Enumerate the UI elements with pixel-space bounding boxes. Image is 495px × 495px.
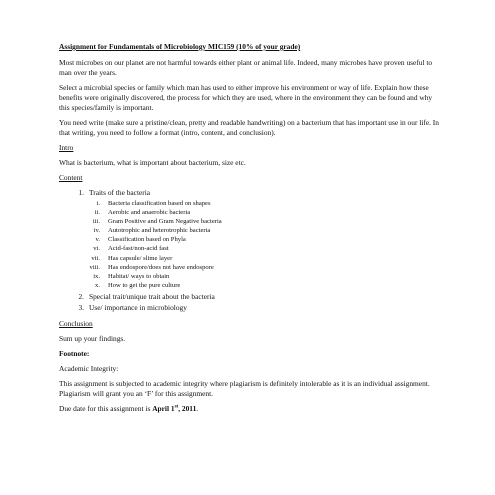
sublist-item-label: Acid-fast/non-acid fast xyxy=(108,245,169,253)
list-item-label: Traits of the bacteria xyxy=(89,188,151,197)
roman-numeral: v. xyxy=(95,236,100,244)
due-date-year: , 2011 xyxy=(178,403,197,413)
sublist-item xyxy=(59,208,441,217)
sublist-item xyxy=(59,226,441,235)
roman-numeral: x. xyxy=(95,281,100,289)
sublist-item xyxy=(59,217,441,226)
due-date-month: April 1 xyxy=(152,403,175,413)
conclusion-heading: Conclusion xyxy=(59,318,93,328)
roman-numeral: i. xyxy=(96,200,100,207)
sublist-item-label: Gram Positive and Gram Negative bacteria xyxy=(108,218,222,226)
roman-numeral: iii. xyxy=(92,218,100,226)
footnote-heading: Footnote: xyxy=(59,348,90,358)
list-item-label: Use/ importance in microbiology xyxy=(89,302,187,312)
sublist-item xyxy=(59,235,441,244)
sublist-item-label: How to get the pure culture xyxy=(108,281,181,289)
sublist-item-label: Aerobic and anaerobic bacteria xyxy=(108,209,191,217)
paragraph-intro-microbes: Most microbes on our planet are not harmful towards either plant or animal life. Indeed, many microbes have proven useful to man over the years. xyxy=(59,58,433,77)
sublist-item-label: Classification based on Phyla xyxy=(108,236,186,244)
paragraph-task: Select a microbial species or family which man has used to either improve his environment or way of life. Explain how these benefits were originally discovered, the process for which they are used, where in the environment they can be found and why this species/family is important. xyxy=(59,83,433,112)
roman-numeral: ii. xyxy=(94,209,100,217)
academic-integrity-text: This assignment is subjected to academic integrity where plagiarism is definitely intolerable as it is an individual assignment. Plagiarism will grant you an ‘F’ for this assignment. xyxy=(59,378,430,398)
sublist-item xyxy=(59,272,441,281)
sublist-item xyxy=(59,254,441,263)
paragraph-format: You need write (make sure a pristine/clean, pretty and readable handwriting) on a bacterium that has important use in our life. In that writing, you need to follow a format (intro, content, and conclusion). xyxy=(59,118,439,137)
assignment-document xyxy=(59,42,441,419)
content-item xyxy=(59,303,441,313)
sublist-item-label: Has endospore/does not have endospore xyxy=(108,263,214,271)
content-heading: Content xyxy=(59,173,83,182)
roman-numeral: vi. xyxy=(93,245,100,253)
sublist-item xyxy=(59,199,441,208)
sublist-item xyxy=(59,281,441,290)
content-item xyxy=(59,292,441,302)
sublist-item-label: Bacteria classification based on shapes xyxy=(108,200,211,207)
intro-text: What is bacterium, what is important about bacterium, size etc. xyxy=(59,158,246,167)
list-item-label: Special trait/unique trait about the bacteria xyxy=(89,291,215,301)
traits-sublist xyxy=(59,199,441,290)
due-date-ordinal: st xyxy=(174,404,179,410)
due-date-suffix: . xyxy=(196,403,199,413)
roman-numeral: iv. xyxy=(93,227,100,235)
content-list xyxy=(59,188,441,313)
conclusion-text: Sum up your findings. xyxy=(59,333,126,343)
academic-integrity-label: Academic Integrity: xyxy=(59,363,119,373)
list-number: 1. xyxy=(78,188,84,197)
sublist-item-label: Has capsule/ slime layer xyxy=(108,254,173,262)
due-date-prefix: Due date for this assignment is xyxy=(59,403,153,413)
document-title: Assignment for Fundamentals of Microbiology MIC159 (10% of your grade) xyxy=(59,42,301,51)
intro-heading: Intro xyxy=(59,143,74,152)
sublist-item xyxy=(59,263,441,272)
sublist-item-label: Habitat/ ways to obtain xyxy=(108,272,170,280)
sublist-item-label: Autotrophic and heterotrophic bacteria xyxy=(108,227,211,235)
roman-numeral: viii. xyxy=(89,263,100,271)
roman-numeral: ix. xyxy=(93,272,100,280)
due-date-line xyxy=(59,404,441,414)
list-number: 2. xyxy=(78,291,84,301)
content-item xyxy=(59,188,441,198)
list-number: 3. xyxy=(78,302,84,312)
due-date xyxy=(152,403,199,413)
sublist-item xyxy=(59,244,441,253)
roman-numeral: vii. xyxy=(91,254,100,262)
